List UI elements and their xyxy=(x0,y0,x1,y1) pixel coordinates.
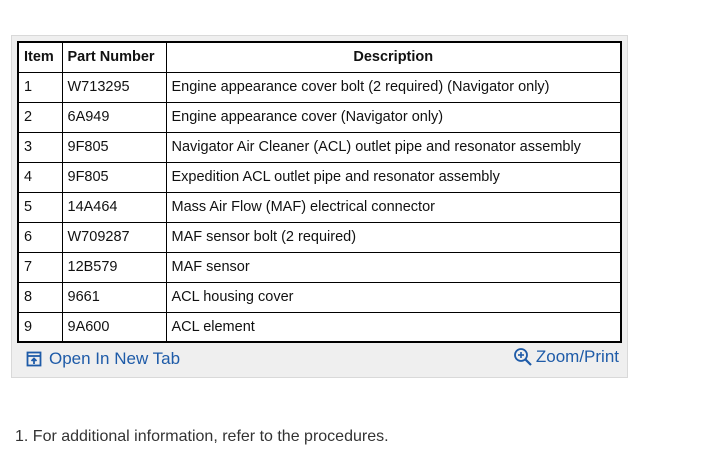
table-row xyxy=(18,282,621,312)
open-new-tab-icon xyxy=(26,351,42,367)
cell-item: 3 xyxy=(18,132,62,162)
procedure-note: 1. For additional information, refer to the procedures. xyxy=(15,428,389,445)
header-part-number: Part Number xyxy=(62,42,166,72)
zoom-in-icon xyxy=(513,347,533,367)
table-row xyxy=(18,72,621,102)
cell-part-number: 14A464 xyxy=(62,192,166,222)
table-row xyxy=(18,222,621,252)
cell-description: Navigator Air Cleaner (ACL) outlet pipe and resonator assembly xyxy=(166,132,621,162)
cell-item: 4 xyxy=(18,162,62,192)
cell-item: 2 xyxy=(18,102,62,132)
cell-item: 7 xyxy=(18,252,62,282)
cell-item: 6 xyxy=(18,222,62,252)
cell-item: 5 xyxy=(18,192,62,222)
parts-table xyxy=(17,41,622,343)
cell-part-number: 9F805 xyxy=(62,162,166,192)
header-description: Description xyxy=(166,42,621,72)
table-row xyxy=(18,312,621,342)
cell-description: MAF sensor xyxy=(166,252,621,282)
cell-item: 1 xyxy=(18,72,62,102)
table-row xyxy=(18,162,621,192)
cell-description: Mass Air Flow (MAF) electrical connector xyxy=(166,192,621,222)
cell-part-number: 12B579 xyxy=(62,252,166,282)
table-row xyxy=(18,102,621,132)
cell-part-number: 9A600 xyxy=(62,312,166,342)
table-row xyxy=(18,192,621,222)
cell-description: MAF sensor bolt (2 required) xyxy=(166,222,621,252)
open-in-new-tab-label: Open In New Tab xyxy=(49,349,181,368)
cell-description: Expedition ACL outlet pipe and resonator assembly xyxy=(166,162,621,192)
cell-part-number: 6A949 xyxy=(62,102,166,132)
parts-table-panel xyxy=(11,35,628,378)
cell-part-number: W709287 xyxy=(62,222,166,252)
table-header-row xyxy=(18,42,621,72)
zoom-print-label: Zoom/Print xyxy=(535,347,619,366)
cell-description: Engine appearance cover bolt (2 required) (Navigator only) xyxy=(166,72,621,102)
cell-item: 9 xyxy=(18,312,62,342)
zoom-print-link[interactable] xyxy=(513,347,619,367)
header-item: Item xyxy=(18,42,62,72)
cell-part-number: 9661 xyxy=(62,282,166,312)
cell-description: ACL housing cover xyxy=(166,282,621,312)
table-panel-footer xyxy=(12,345,627,377)
cell-description: Engine appearance cover (Navigator only) xyxy=(166,102,621,132)
table-row xyxy=(18,252,621,282)
cell-description: ACL element xyxy=(166,312,621,342)
cell-part-number: W713295 xyxy=(62,72,166,102)
open-in-new-tab-link[interactable] xyxy=(26,349,180,369)
cell-item: 8 xyxy=(18,282,62,312)
cell-part-number: 9F805 xyxy=(62,132,166,162)
table-row xyxy=(18,132,621,162)
